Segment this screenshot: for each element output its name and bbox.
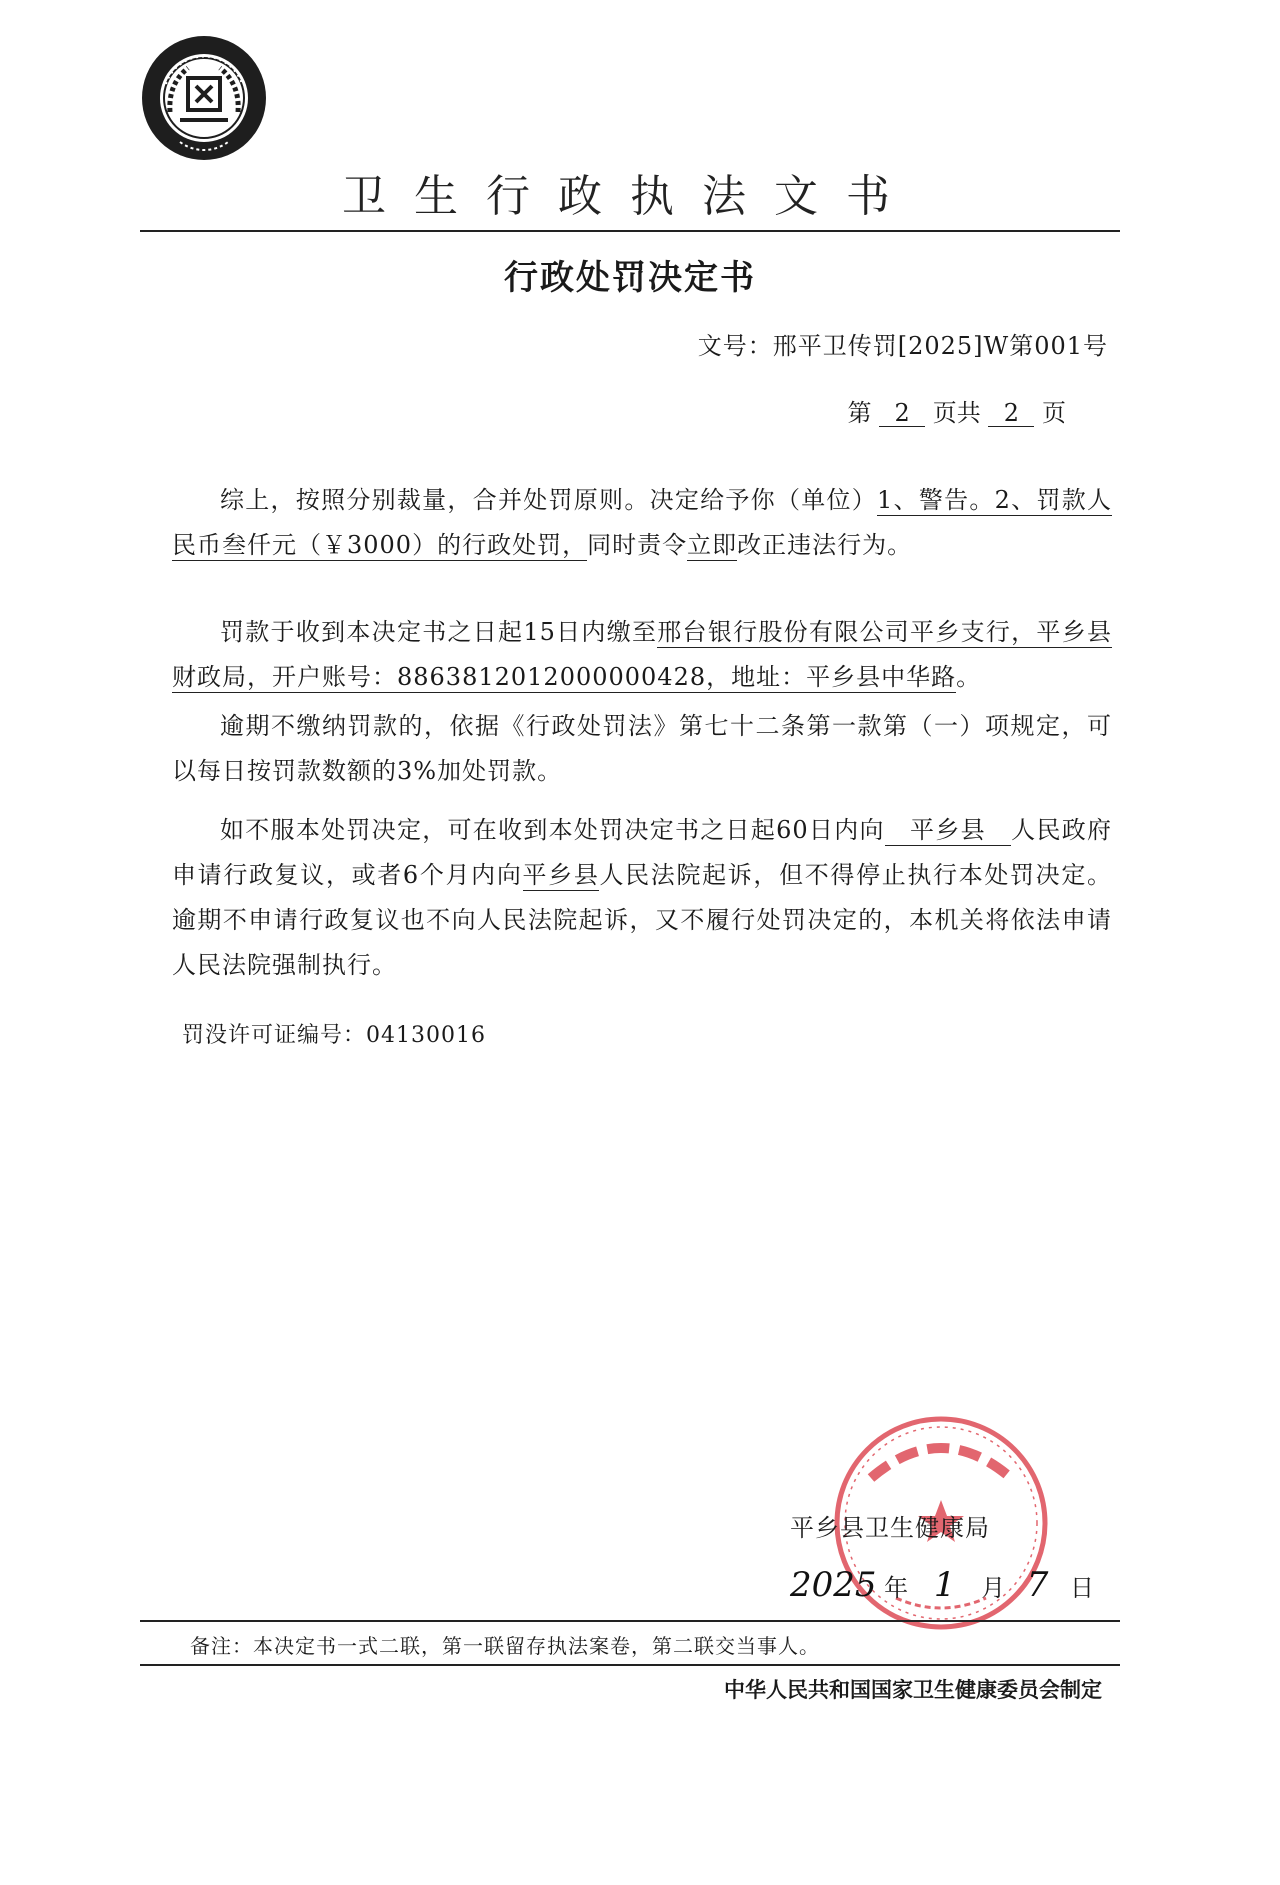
para4-text-2: 人民政府申请行政复议，或者6个月内向 [172, 816, 1113, 889]
para1-penalty-filled: 1、警告。2、罚款人民币叁仟元（￥3000）的行政处罚， [172, 486, 1113, 559]
payment-instruction-paragraph [172, 610, 1112, 700]
remarks-note: 备注：本决定书一式二联，第一联留存执法案卷，第二联交当事人。 [190, 1634, 820, 1658]
para4-text-1: 如不服本处罚决定，可在收到本处罚决定书之日起60日内向 [220, 816, 885, 844]
para2-bank-filled: 邢台银行股份有限公司平乡支行，平乡县财政局，开户账号：886381201200000042​8，地址：平乡县中华路 [172, 618, 1112, 691]
remarks-top-divider [140, 1620, 1120, 1622]
issuing-authority: 平乡县卫生健康局 [790, 1514, 990, 1542]
license-number [182, 1018, 486, 1049]
health-inspection-emblem [140, 34, 268, 162]
para4-text-3: 人民法院起诉，但不得停止执行本处罚决定。逾期不申请行政复议也不向人民法院起诉，又不履行处罚决定的，本机关将依法申请人民法院强制执行。 [172, 861, 1113, 979]
page-total: 2 [988, 400, 1034, 427]
para4-court-filled: 平乡县 [522, 861, 600, 889]
document-number-value: 邢平卫传罚[2025]W第001号 [772, 332, 1108, 360]
para4-county-filled: 平乡县 [884, 816, 1012, 844]
date-year: 2025 [790, 1565, 877, 1605]
date-month: 1 [933, 1565, 956, 1605]
document-series-header: 卫生行政执法文书 [342, 171, 918, 222]
para1-text-2: 同时责令 [587, 531, 688, 559]
date-day: 7 [1026, 1565, 1049, 1605]
para1-text-3: 改正违法行为。 [737, 531, 913, 559]
page-prefix: 第 [847, 399, 872, 427]
para2-text-1: 罚款于收到本决定书之日起15日内缴至 [220, 618, 658, 646]
page-title: 行政处罚决定书 [504, 258, 756, 298]
license-label: 罚没许可证编号： [182, 1023, 367, 1048]
date-year-label: 年 [884, 1574, 909, 1602]
para1-text-1: 综上，按照分别裁量，合并处罚原则。决定给予你（单位） [220, 486, 878, 514]
document-number-label: 文号： [697, 332, 773, 360]
document-number [698, 326, 1108, 361]
penalty-decision-paragraph [172, 478, 1112, 568]
page-middle: 页共 [932, 399, 981, 427]
issue-date [790, 1565, 1094, 1605]
license-value: 04130016 [366, 1023, 486, 1048]
page-suffix: 页 [1042, 399, 1066, 427]
date-month-label: 月 [981, 1574, 1006, 1602]
appeal-rights-paragraph [172, 808, 1112, 988]
para2-text-2: 。 [956, 663, 982, 691]
header-divider [140, 230, 1120, 232]
para1-deadline-filled: 立即 [687, 531, 738, 559]
late-payment-paragraph: 逾期不缴纳罚款的，依据《行政处罚法》第七十二条第一款第（一）项规定，可以每日按罚款数额的3%加处罚款。 [172, 712, 1112, 785]
page-current: 2 [879, 400, 925, 427]
remarks-bottom-divider [140, 1664, 1120, 1666]
issuer-footer: 中华人民共和国国家卫生健康委员会制定 [724, 1678, 1102, 1702]
page-counter [847, 393, 1066, 428]
date-day-label: 日 [1070, 1574, 1095, 1602]
